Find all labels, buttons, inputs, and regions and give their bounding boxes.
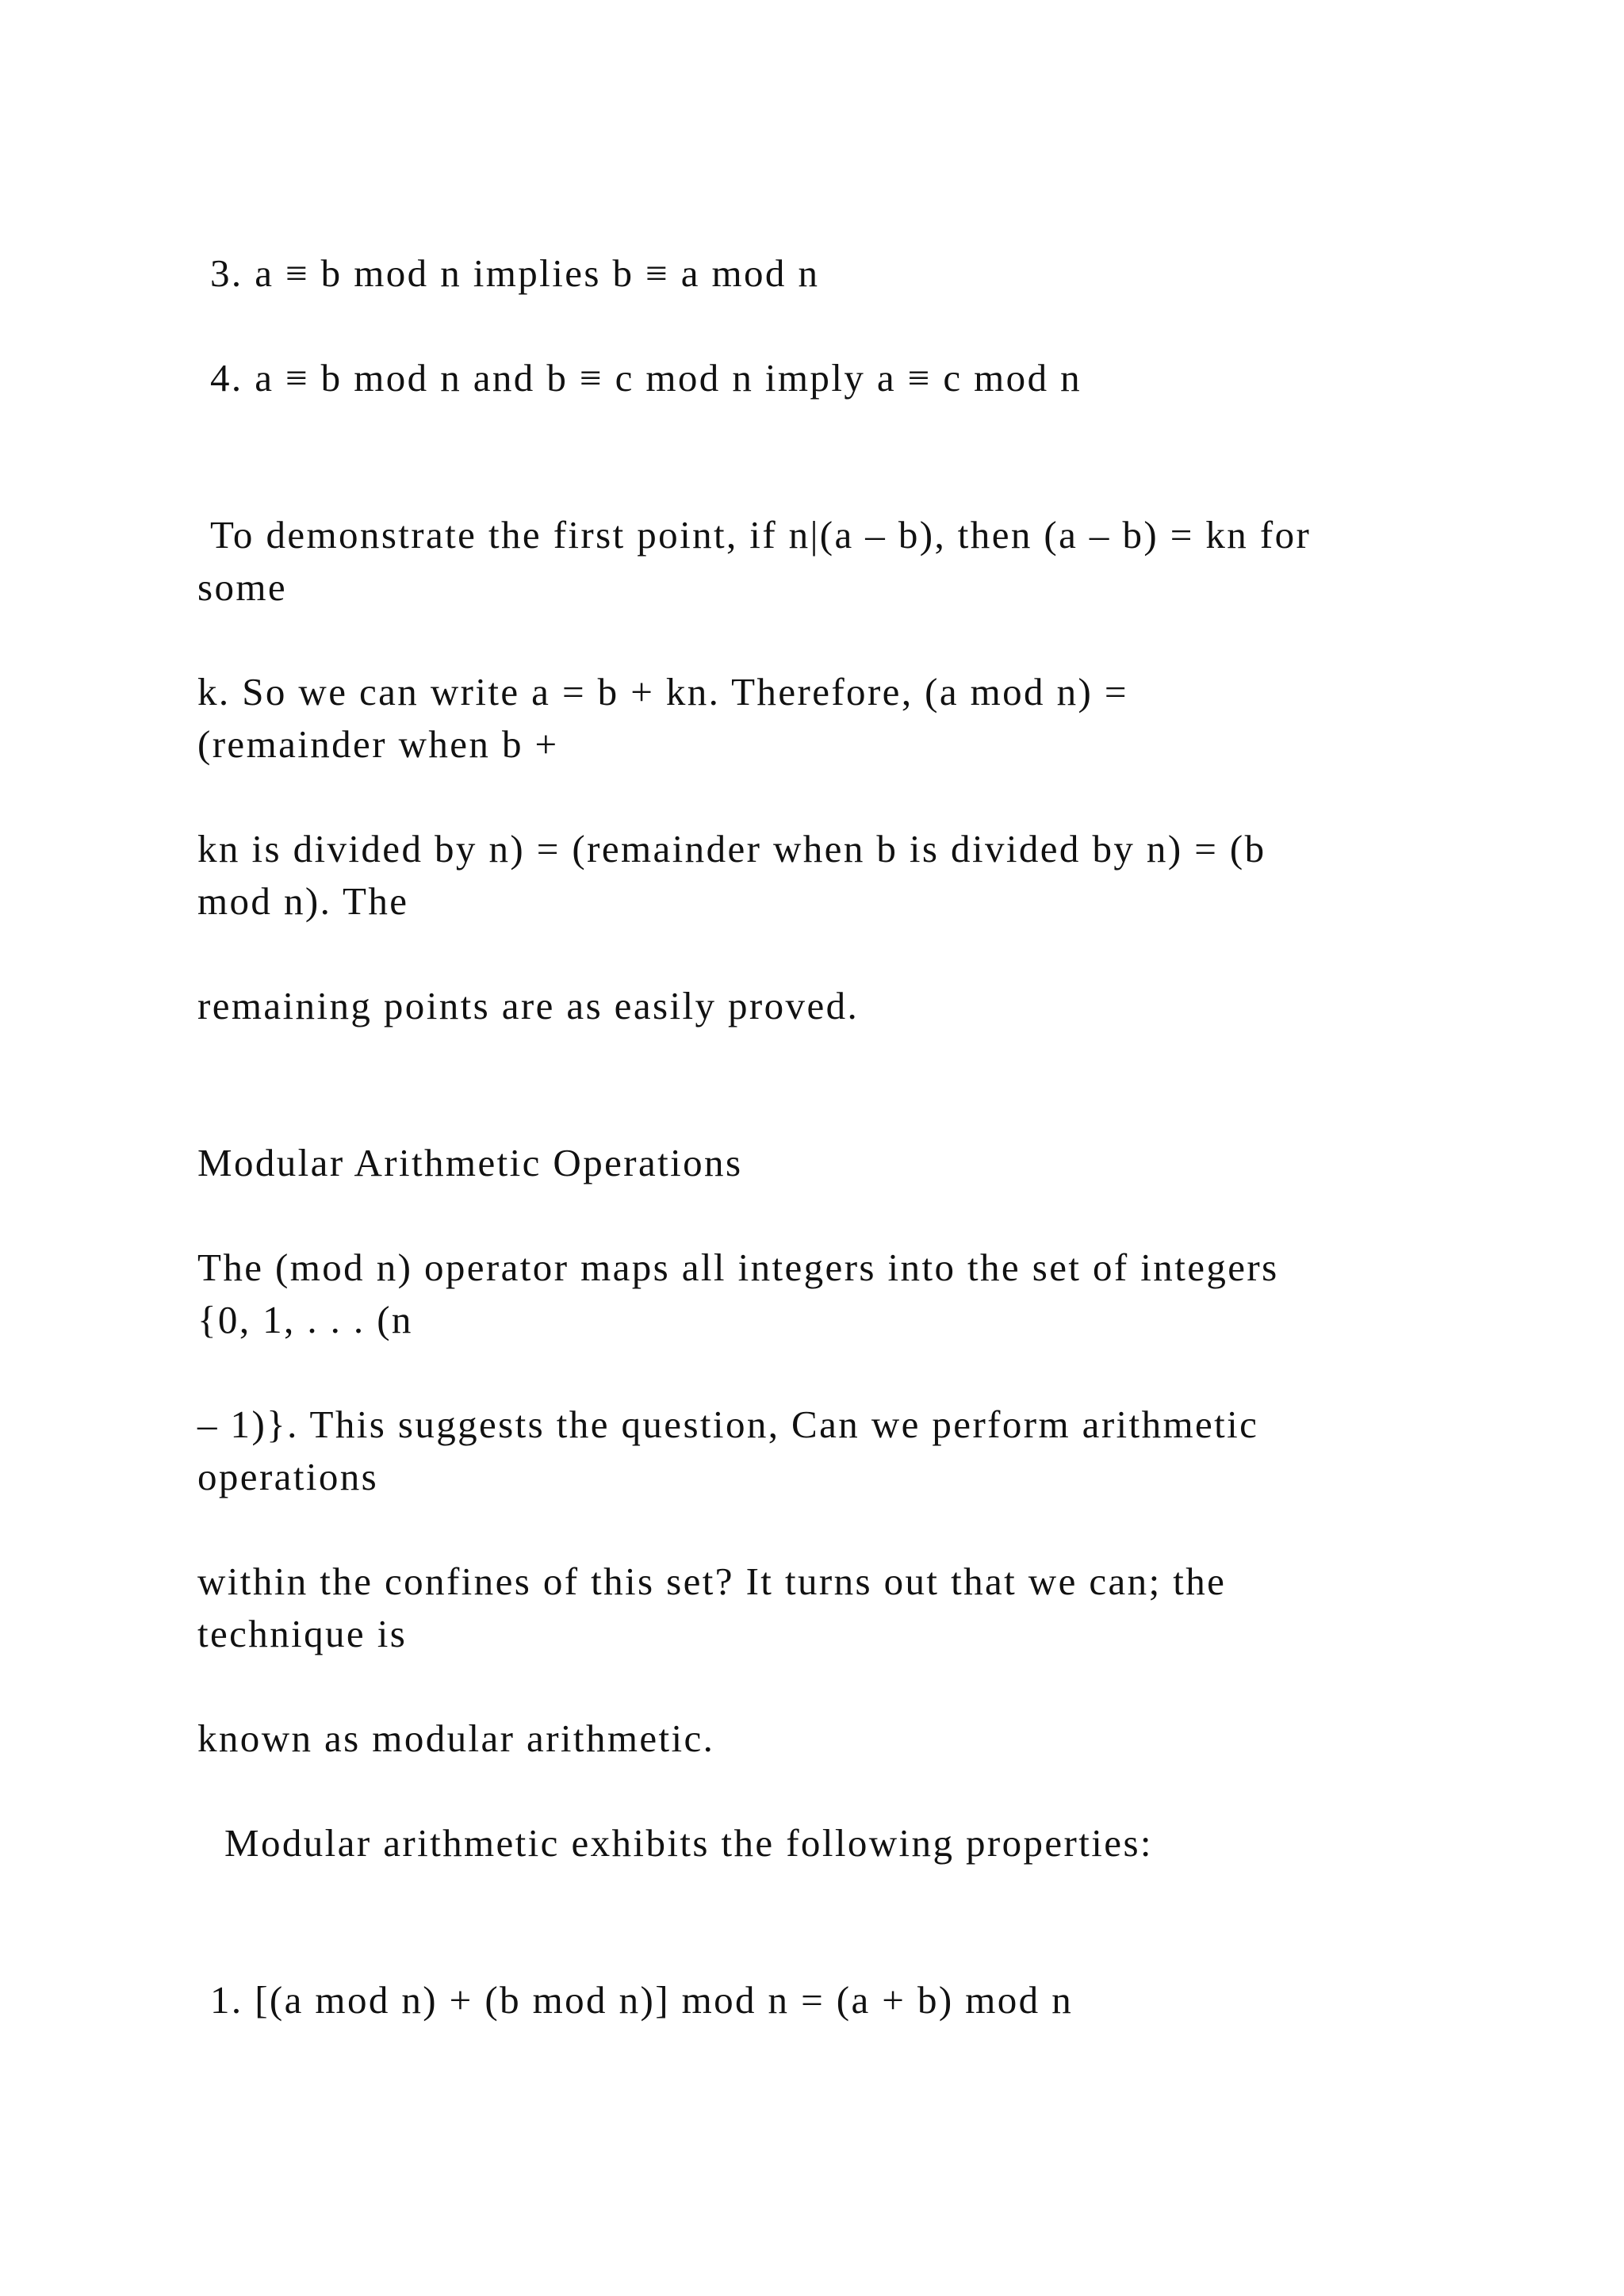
paragraph-line: operations — [197, 1455, 379, 1498]
paragraph-line: mod n). The — [197, 879, 409, 923]
paragraph-line: To demonstrate the first point, if n|(a – b), then (a – b) = kn for — [210, 513, 1312, 557]
paragraph-line: k. So we can write a = b + kn. Therefore, (a mod n) = — [197, 670, 1128, 714]
paragraph-line: within the confines of this set? It turns out that we can; the — [197, 1559, 1227, 1603]
paragraph-line: (remainder when b + — [197, 722, 559, 766]
property-4-text: 4. a ≡ b mod n and b ≡ c mod n imply a ≡ c mod n — [210, 356, 1082, 400]
paragraph-line: known as modular arithmetic. — [197, 1716, 715, 1760]
paragraph-line: some — [197, 565, 288, 609]
paragraph-line: {0, 1, . . . (n — [197, 1298, 413, 1341]
paragraph-line: – 1)}. This suggests the question, Can we perform arithmetic — [197, 1402, 1259, 1446]
paragraph-line: The (mod n) operator maps all integers into the set of integers — [197, 1246, 1279, 1289]
properties-intro: Modular arithmetic exhibits the following properties: — [224, 1821, 1153, 1865]
property-3-text: 3. a ≡ b mod n implies b ≡ a mod n — [210, 251, 820, 295]
paragraph-line: kn is divided by n) = (remainder when b is divided by n) = (b — [197, 827, 1266, 871]
property-1-text: 1. [(a mod n) + (b mod n)] mod n = (a + b) mod n — [210, 1978, 1074, 2022]
paragraph-line: remaining points are as easily proved. — [197, 984, 860, 1027]
paragraph-line: technique is — [197, 1612, 408, 1655]
section-heading: Modular Arithmetic Operations — [197, 1141, 743, 1184]
